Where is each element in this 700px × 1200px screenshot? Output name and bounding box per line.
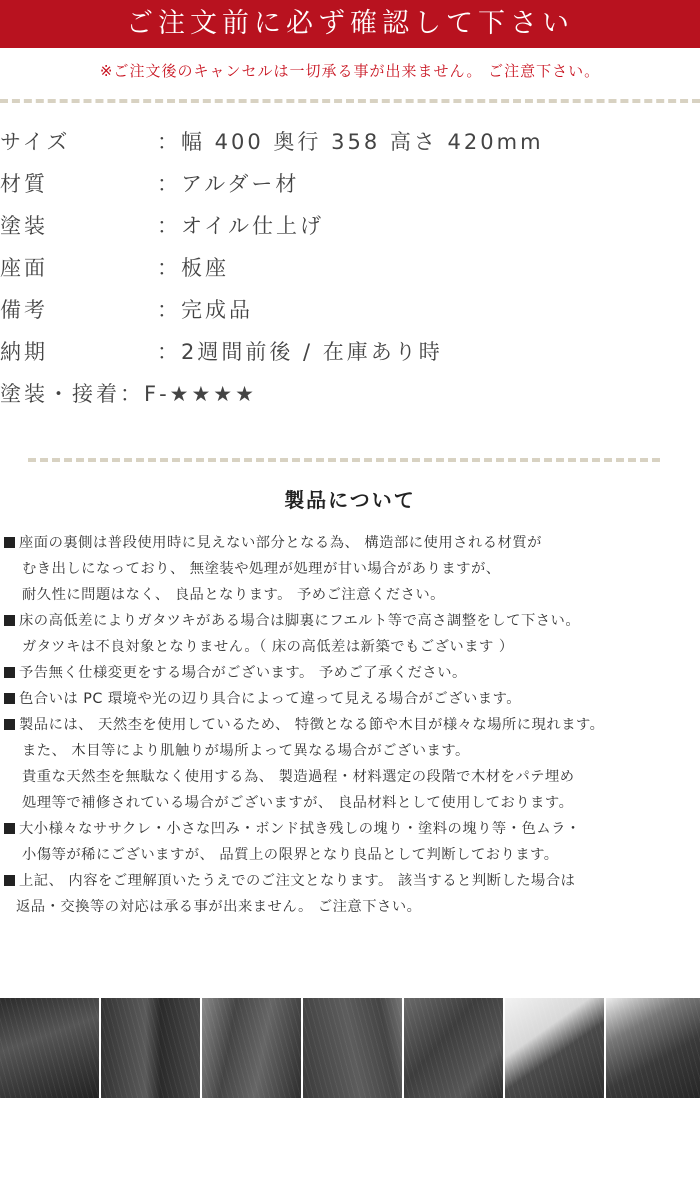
cancel-warning: ※ご注文後のキャンセルは一切承る事が出来ません。 ご注意下さい。 — [99, 62, 601, 80]
wood-texture-gallery — [0, 998, 700, 1098]
wood-grain-photo — [303, 998, 402, 1098]
note-line — [4, 764, 700, 790]
note-text: むき出しになっており、 無塗装や処理が処理が甘い場合がありますが、 — [22, 561, 501, 577]
spec-table — [0, 120, 700, 414]
note-line — [4, 712, 700, 738]
square-bullet-icon — [4, 719, 15, 730]
note-text: 処理等で補修されている場合がございますが、 良品材料として使用しております。 — [22, 795, 574, 811]
spec-value: ：幅 400 奥行 358 高さ 420mm — [157, 130, 544, 154]
spec-row-seat — [0, 246, 700, 288]
square-bullet-icon — [4, 615, 15, 626]
note-line — [4, 790, 700, 816]
square-bullet-icon — [4, 875, 15, 886]
top-divider — [0, 99, 700, 103]
spec-value: ：アルダー材 — [157, 172, 300, 196]
square-bullet-icon — [4, 537, 15, 548]
note-text: 貴重な天然杢を無駄なく使用する為、 製造過程・材料選定の段階で木材をパテ埋め — [22, 769, 575, 785]
note-text: また、 木目等により肌触りが場所よって異なる場合がございます。 — [22, 743, 470, 759]
note-line — [4, 868, 700, 894]
note-text: 大小様々なササクレ・小さな凹み・ボンド拭き残しの塊り・塗料の塊り等・色ムラ・ — [19, 821, 581, 837]
note-line — [4, 530, 700, 556]
spec-row-size — [0, 120, 700, 162]
chair-leg-photo — [505, 998, 604, 1098]
note-text: 製品には、 天然杢を使用しているため、 特徴となる節や木目が様々な場所に現れます。 — [19, 717, 605, 733]
note-text: 予告無く仕様変更をする場合がございます。 予めご了承ください。 — [19, 665, 467, 681]
note-line — [4, 816, 700, 842]
note-text: 色合いは PC 環境や光の辺り具合によって違って見える場合がございます。 — [19, 691, 522, 707]
spec-label: 塗装 — [0, 214, 48, 238]
note-text: 床の高低差によりガタツキがある場合は脚裏にフエルト等で高さ調整をして下さい。 — [19, 613, 581, 629]
wood-grain-photo — [0, 998, 99, 1098]
note-text: 上記、 内容をご理解頂いたうえでのご注文となります。 該当すると判断した場合は — [19, 873, 576, 889]
spec-value: ：板座 — [157, 256, 229, 280]
note-line — [4, 634, 700, 660]
section-divider — [28, 458, 660, 462]
wood-grain-photo — [202, 998, 301, 1098]
note-line — [4, 660, 700, 686]
spec-label: サイズ — [0, 130, 71, 154]
square-bullet-icon — [4, 823, 15, 834]
product-notes — [4, 530, 700, 920]
spec-value: ：オイル仕上げ — [157, 214, 324, 238]
note-text: 耐久性に問題はなく、 良品となります。 予めご注意ください。 — [22, 587, 445, 603]
spec-value: ：2週間前後 / 在庫あり時 — [157, 340, 443, 364]
square-bullet-icon — [4, 667, 15, 678]
note-line — [4, 686, 700, 712]
spec-label: 納期 — [0, 340, 48, 364]
square-bullet-icon — [4, 693, 15, 704]
note-line — [4, 738, 700, 764]
spec-value: ：完成品 — [157, 298, 253, 322]
wood-edge-photo — [606, 998, 700, 1098]
section-title: 製品について — [284, 488, 416, 512]
spec-row-formaldehyde — [0, 372, 700, 414]
spec-label: 材質 — [0, 172, 48, 196]
note-text: ガタツキは不良対象となりません。（ 床の高低差は新築でもございます ） — [22, 639, 514, 655]
note-line — [4, 894, 700, 920]
note-line — [4, 582, 700, 608]
header-banner: ご注文前に必ず確認して下さい — [0, 0, 700, 48]
spec-row-material — [0, 162, 700, 204]
note-line — [4, 556, 700, 582]
note-text: 小傷等が稀にございますが、 品質上の限界となり良品として判断しております。 — [22, 847, 559, 863]
spec-label: 座面 — [0, 256, 48, 280]
note-line — [4, 608, 700, 634]
spec-label: 塗装・接着：F-★★★★ — [0, 382, 257, 406]
note-line — [4, 842, 700, 868]
note-text: 座面の裏側は普段使用時に見えない部分となる為、 構造部に使用される材質が — [19, 535, 542, 551]
spec-label: 備考 — [0, 298, 48, 322]
spec-row-finish — [0, 204, 700, 246]
wood-grain-photo — [404, 998, 503, 1098]
note-text: 返品・交換等の対応は承る事が出来ません。 ご注意下さい。 — [16, 899, 422, 915]
wood-grain-photo — [101, 998, 200, 1098]
spec-row-notes — [0, 288, 700, 330]
spec-row-delivery — [0, 330, 700, 372]
